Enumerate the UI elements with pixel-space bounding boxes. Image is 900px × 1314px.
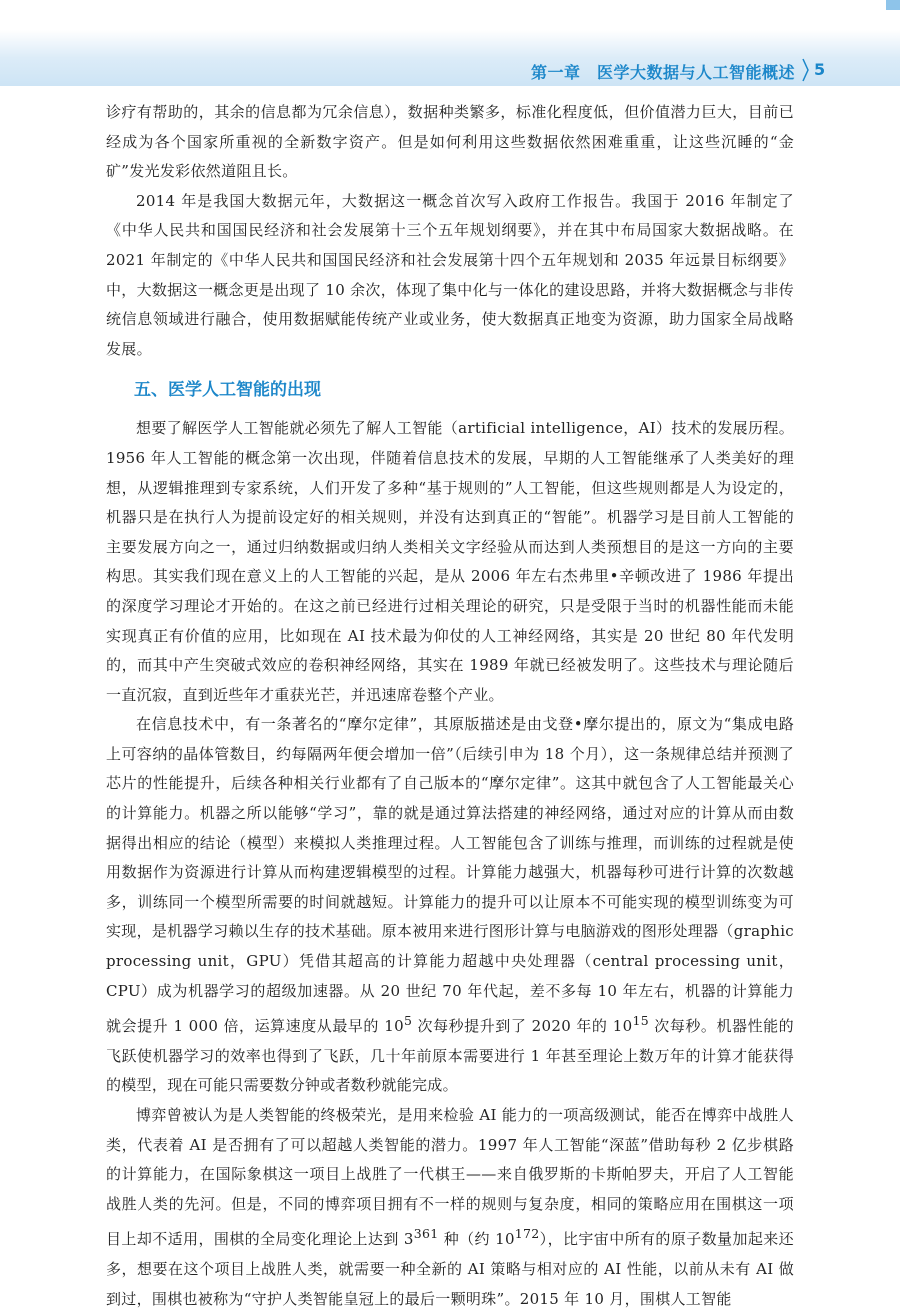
paragraph-4-text-c: 次每秒。机器性能的飞跃使机器学习的效率也得到了飞跃，几十年前原本需要进行 1 年甚至理论上数万年的计算才能获得的模型，现在可能只需要数分钟或者数秒就能完成。 [106,1017,794,1095]
superscript-exponent: 15 [632,1013,649,1029]
paragraph-5-text-a: 博弈曾被认为是人类智能的终极荣光，是用来检验 AI 能力的一项高级测试，能否在博弈中战胜人类，代表着 AI 是否拥有了可以超越人类智能的潜力。1997 年人工智能“深蓝”借助每秒 2 亿步棋路的计算能力，在国际象棋这一项目上战胜了一代棋王——来自俄罗斯的卡斯帕罗夫，开启了人工智能战胜人类的先河。但是，不同的博弈项目拥有不一样的规则与复杂度，相同的策略应用在围棋这一项目上却不适用，围棋的全局变化理论上达到 3 [106,1106,794,1249]
header-separator-icon [802,58,810,82]
corner-decoration [886,0,900,10]
paragraph-1: 诊疗有帮助的，其余的信息都为冗余信息），数据种类繁多，标准化程度低，但价值潜力巨大，目前已经成为各个国家所重视的全新数字资产。但是如何利用这些数据依然困难重重，让这些沉睡的“金矿”发光发彩依然道阻且长。 [106,103,794,181]
superscript-exponent: 361 [413,1226,439,1242]
paragraph-5-text-c: ），比宇宙中所有的原子数量加起来还多，想要在这个项目上战胜人类，就需要一种全新的 AI 策略与相对应的 AI 性能，以前从未有 AI 做到过，围棋也被称为“守护人类智能皇冠上的最后一颗明珠”。2015 年 10 月，围棋人工智能 [106,1230,794,1308]
paragraph-4-text-b: 次每秒提升到了 2020 年的 10 [412,1017,633,1036]
page-number: 5 [814,60,826,79]
paragraph-5 [106,1101,794,1314]
section-heading: 五、医学人工智能的出现 [134,380,321,401]
paragraph-4-text-a: 在信息技术中，有一条著名的“摩尔定律”，其原版描述是由戈登•摩尔提出的，原文为“集成电路上可容纳的晶体管数目，约每隔两年便会增加一倍”（后续引申为 18 个月），这一条规律总结并预测了芯片的性能提升，后续各种相关行业都有了自己版本的“摩尔定律”。这其中就包含了人工智能最关心的计算能力。机器之所以能够“学习”，靠的就是通过算法搭建的神经网络，通过对应的计算从而由数据得出相应的结论（模型）来模拟人类推理过程。人工智能包含了训练与推理，而训练的过程就是使用数据作为资源进行计算从而构建逻辑模型的过程。计算能力越强大，机器每秒可进行计算的次数越多，训练同一个模型所需要的时间就越短。计算能力的提升可以让原本不可能实现的模型训练变为可实现，是机器学习赖以生存的技术基础。原本被用来进行图形计算与电脑游戏的图形处理器（graphic processing unit，GPU）凭借其超高的计算能力超越中央处理器（central processing unit，CPU）成为机器学习的超级加速器。从 20 世纪 70 年代起，差不多每 10 年左右，机器的计算能力就会提升 1 000 倍，运算速度从最早的 10 [106,715,794,1036]
page-body [106,98,794,1314]
superscript-exponent: 5 [403,1013,413,1029]
paragraph-3: 想要了解医学人工智能就必须先了解人工智能（artificial intelligence，AI）技术的发展历程。1956 年人工智能的概念第一次出现，伴随着信息技术的发展，早期的人工智能继承了人类美好的理想，从逻辑推理到专家系统，人们开发了多种“基于规则的”人工智能，但这些规则都是人为设定的，机器只是在执行人为提前设定好的相关规则，并没有达到真正的“智能”。机器学习是目前人工智能的主要发展方向之一，通过归纳数据或归纳人类相关文字经验从而达到人类预想目的是这一方向的主要构思。其实我们现在意义上的人工智能的兴起，是从 2006 年左右杰弗里•辛顿改进了 1986 年提出的深度学习理论才开始的。在这之前已经进行过相关理论的研究，只是受限于当时的机器性能而未能实现真正有价值的应用，比如现在 AI 技术最为仰仗的人工神经网络，其实是 20 世纪 80 年代发明的，而其中产生突破式效应的卷积神经网络，其实在 1989 年就已经被发明了。这些技术与理论随后一直沉寂，直到近些年才重获光芒，并迅速席卷整个产业。 [106,419,794,704]
paragraph-4 [106,710,794,1101]
paragraph-2: 2014 年是我国大数据元年，大数据这一概念首次写入政府工作报告。我国于 2016 年制定了《中华人民共和国国民经济和社会发展第十三个五年规划纲要》，并在其中布局国家大数据战略。在 2021 年制定的《中华人民共和国国民经济和社会发展第十四个五年规划和 2035 年远景目标纲要》中，大数据这一概念更是出现了 10 余次，体现了集中化与一体化的建设思路，并将大数据概念与非传统信息领域进行融合，使用数据赋能传统产业或业务，使大数据真正地变为资源，助力国家全局战略发展。 [106,191,794,358]
chapter-running-title: 第一章 医学大数据与人工智能概述 [530,63,795,82]
paragraph-5-text-b: 种（约 10 [438,1230,515,1249]
superscript-exponent: 172 [514,1226,540,1242]
